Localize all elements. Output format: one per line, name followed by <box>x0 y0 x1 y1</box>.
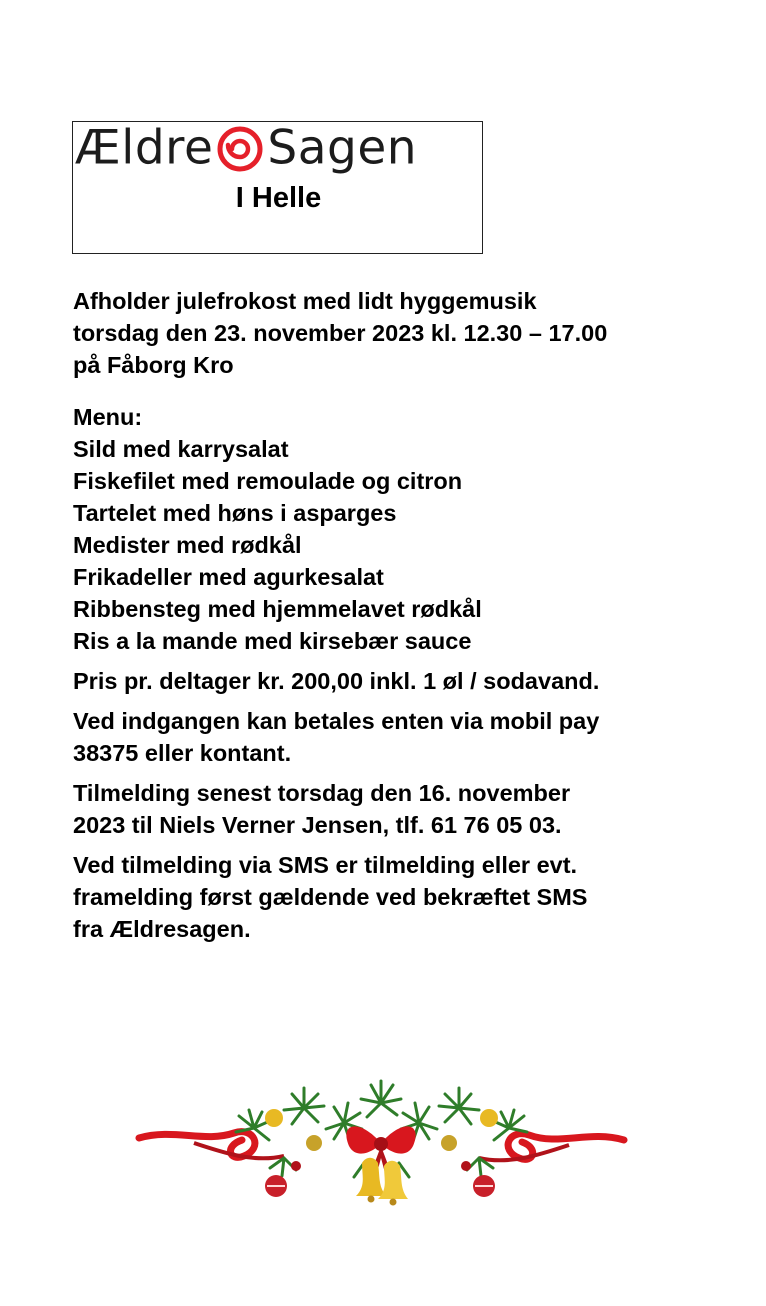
menu-item: Sild med karrysalat <box>73 436 289 462</box>
payment-line: Ved indgangen kan betales enten via mobil pay <box>73 708 600 734</box>
sms-note-text <box>73 849 733 945</box>
menu-item: Ribbensteg med hjemmelavet rødkål <box>73 596 482 622</box>
signup-text <box>73 777 733 841</box>
flyer-content <box>73 285 733 945</box>
intro-line: torsdag den 23. november 2023 kl. 12.30 – 17.00 <box>73 320 608 346</box>
sms-note-line: fra Ældresagen. <box>73 916 251 942</box>
logo-text-part2: Sagen <box>267 120 418 176</box>
intro-line: Afholder julefrokost med lidt hyggemusik <box>73 288 537 314</box>
sms-note-line: framelding først gældende ved bekræftet SMS <box>73 884 588 910</box>
intro-line: på Fåborg Kro <box>73 352 234 378</box>
sms-note-line: Ved tilmelding via SMS er tilmelding eller evt. <box>73 852 578 878</box>
payment-text <box>73 705 733 769</box>
signup-line: 2023 til Niels Verner Jensen, tlf. 61 76 05 03. <box>73 812 562 838</box>
payment-line: 38375 eller kontant. <box>73 740 292 766</box>
menu-section <box>73 401 733 657</box>
christmas-garland-icon <box>134 1068 629 1218</box>
intro-text <box>73 285 733 381</box>
signup-line: Tilmelding senest torsdag den 16. november <box>73 780 571 806</box>
spiral-logo-icon <box>215 126 265 172</box>
logo-box <box>72 121 483 254</box>
menu-item: Ris a la mande med kirsebær sauce <box>73 628 472 654</box>
logo-text-part1: Ældre <box>75 120 214 176</box>
price-text: Pris pr. deltager kr. 200,00 inkl. 1 øl / sodavand. <box>73 668 600 694</box>
menu-item: Fiskefilet med remoulade og citron <box>73 468 463 494</box>
menu-item: Frikadeller med agurkesalat <box>73 564 384 590</box>
aeldresagen-logo <box>75 120 418 176</box>
menu-label: Menu: <box>73 404 143 430</box>
logo-subtitle: I Helle <box>235 182 322 214</box>
menu-item: Tartelet med høns i asparges <box>73 500 397 526</box>
menu-item: Medister med rødkål <box>73 532 302 558</box>
